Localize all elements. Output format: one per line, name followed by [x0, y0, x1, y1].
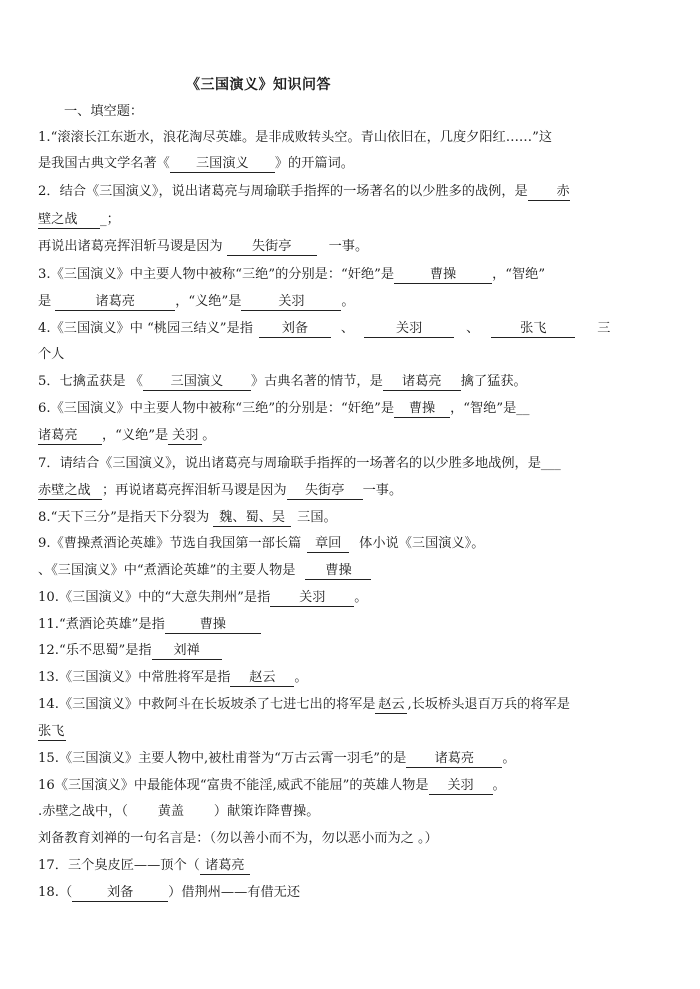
question-6-line-1: 6.《三国演义》中主要人物中被称“三绝”的分别是：“奸绝”是 曹操 ，“智绝”是__	[38, 401, 530, 416]
answer-blank: 章回	[307, 536, 349, 553]
question-7-line-1: 7．请结合《三国演义》，说出诸葛亮与周瑜联手指挥的一场著名的以少胜多地战例，是___	[38, 456, 561, 471]
answer-blank: 刘备	[72, 885, 168, 902]
question-9: 9.《曹操煮酒论英雄》节选自我国第一部长篇 章回 体小说《三国演义》。	[38, 536, 485, 551]
question-14-line-1: 14.《三国演义》中救阿斗在长坂坡杀了七进七出的将军是 赵云 ,长坂桥头退百万兵的将军是	[38, 697, 570, 712]
question-18: 18.（ 刘备 ）借荆州——有借无还	[38, 885, 301, 900]
question-17: 17．三个臭皮匠——顶个（ 诸葛亮	[38, 857, 250, 875]
answer-blank: 曹操	[394, 401, 450, 418]
question-4-line-1: 4.《三国演义》中 “桃园三结义”是指 刘备 、 关羽 、 张飞 三	[38, 321, 611, 336]
question-15: 15.《三国演义》主要人物中,被杜甫誉为“万古云霄一羽毛”的是 诸葛亮 。	[38, 751, 516, 766]
answer-blank: 失街亭	[227, 239, 317, 256]
answer-blank: 失街亭	[287, 483, 363, 500]
question-8: 8.“天下三分”是指天下分裂为 魏、蜀、吴 三国。	[38, 510, 337, 525]
question-16c: 刘备教育刘禅的一句名言是：（勿以善小而不为，勿以恶小而为之 。）	[38, 831, 438, 846]
answer-blank: 黄盖	[157, 804, 185, 819]
question-1-line-2: 是我国古典文学名著《 三国演义 》的开篇词。	[38, 156, 354, 171]
answer-blank: 诸葛亮	[38, 428, 102, 445]
answer-blank: 赤	[528, 184, 570, 201]
answer-blank: 关羽	[168, 428, 202, 445]
answer-blank: 三国演义	[143, 374, 251, 391]
answer-blank: 张飞	[491, 321, 575, 338]
question-5-line-1: 5．七擒孟获是 《 三国演义 》古典名著的情节，是 诸葛亮 擒了猛获。	[38, 374, 527, 389]
question-9b: 、《三国演义》中“煮酒论英雄”的主要人物是 曹操	[38, 562, 371, 580]
answer-blank: 诸葛亮	[383, 374, 461, 391]
question-2-line-2: 壁之战 _；	[38, 212, 120, 227]
question-13: 13.《三国演义》中常胜将军是指 赵云 。	[38, 670, 308, 685]
question-3-line-1: 3.《三国演义》中主要人物中被称“三绝”的分别是：“奸绝”是 曹操 ，“智绝”	[38, 267, 546, 282]
question-11: 11.“煮酒论英雄”是指 曹操	[38, 616, 261, 634]
answer-blank: 曹操	[394, 267, 492, 284]
question-4-line-2: 个人	[38, 347, 65, 362]
answer-blank: 关羽	[364, 321, 454, 338]
answer-blank: 赵云	[230, 670, 294, 687]
answer-blank: 关羽	[429, 778, 493, 795]
question-1-line-1: 1.“滚滚长江东逝水，浪花淘尽英雄。是非成败转头空。青山依旧在，几度夕阳红……”这	[38, 130, 553, 145]
answer-blank: 魏、蜀、吴	[213, 510, 291, 527]
answer-blank: 张飞	[38, 724, 65, 739]
answer-blank: 诸葛亮	[55, 294, 175, 311]
question-16b: .赤壁之战中，（ 黄盖 ）献策诈降曹操。	[38, 804, 320, 819]
question-7-line-2: 赤壁之战 ；再说诸葛亮挥泪斩马谡是因为 失街亭 一事。	[38, 483, 403, 498]
answer-blank: 赵云	[375, 697, 407, 714]
question-12: 12.“乐不思蜀”是指 刘禅	[38, 642, 222, 660]
answer-blank: 关羽	[241, 294, 341, 311]
answer-blank: 诸葛亮	[406, 751, 502, 768]
question-16: 16《三国演义》中最能体现“富贵不能淫,威武不能屈”的英雄人物是 关羽 。	[38, 778, 506, 793]
answer-blank: 壁之战	[38, 212, 100, 229]
section-heading: 一、填空题：	[64, 104, 144, 119]
answer-blank: 诸葛亮	[200, 858, 250, 875]
page-title: 《三国演义》知识问答	[186, 77, 331, 93]
answer-blank: 三国演义	[170, 156, 275, 173]
question-14-line-2	[38, 723, 66, 741]
question-6-line-2: 诸葛亮 ，“义绝”是 关羽 。	[38, 428, 216, 443]
answer-blank: 关羽	[270, 590, 354, 607]
question-2-line-3: 再说出诸葛亮挥泪斩马谡是因为 失街亭 一事。	[38, 239, 369, 254]
answer-blank: 曹操	[165, 617, 261, 634]
answer-blank: 曹操	[305, 563, 371, 580]
answer-blank: 刘禅	[152, 643, 222, 660]
answer-blank: 赤壁之战	[38, 483, 102, 500]
question-3-line-2: 是 诸葛亮 ，“义绝”是 关羽 。	[38, 294, 355, 309]
question-10: 10.《三国演义》中的“大意失荆州”是指 关羽 。	[38, 590, 368, 605]
answer-blank: 刘备	[259, 321, 331, 338]
question-2-line-1: 2．结合《三国演义》，说出诸葛亮与周瑜联手指挥的一场著名的以少胜多的战例，是 赤	[38, 184, 570, 199]
